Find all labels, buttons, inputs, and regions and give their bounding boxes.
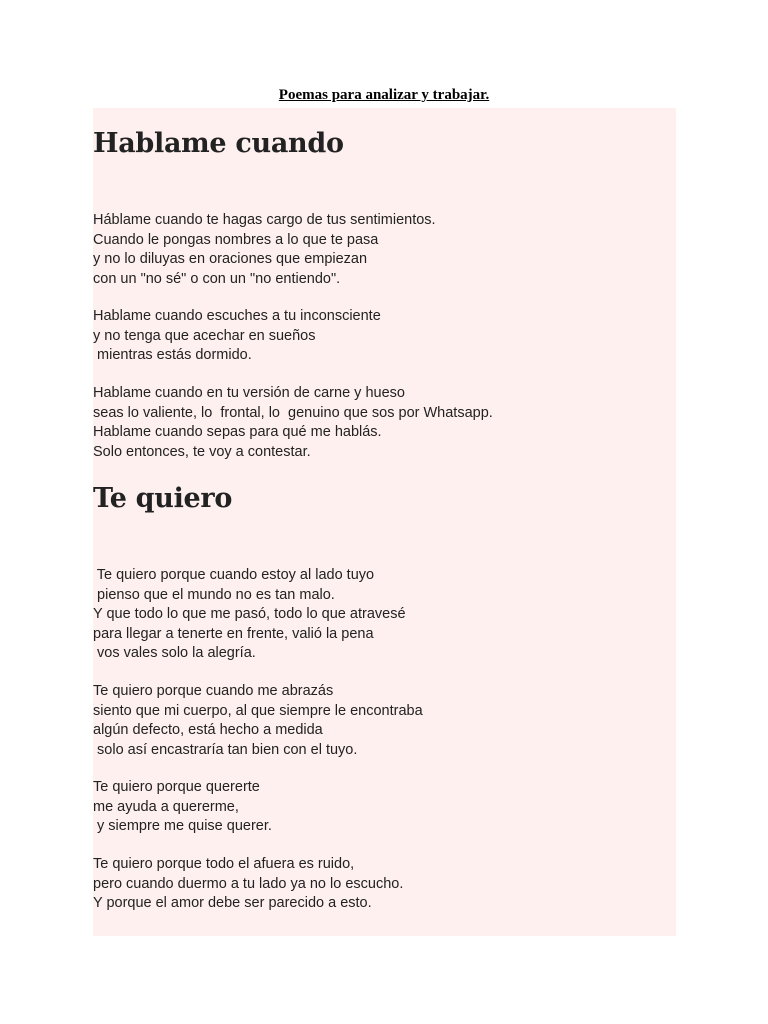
poem-line: mientras estás dormido. [93,347,252,364]
poem-line: vos vales solo la alegría. [93,645,256,662]
poem-line: Te quiero porque quererte [93,779,260,796]
poem-line: para llegar a tenerte en frente, valió la pena [93,625,374,642]
poem-line: Hablame cuando sepas para qué me hablás. [93,424,382,441]
poem-2-stanza-1 [93,547,406,663]
poem-line: Te quiero porque cuando me abrazás [93,683,334,700]
poem-line: me ayuda a quererme, [93,798,239,815]
poem-2-stanza-3 [93,759,272,837]
poem-line: Cuando le pongas nombres a lo que te pasa [93,231,379,248]
poem-1-stanza-2 [93,288,381,366]
poem-line: y no tenga que acechar en sueños [93,327,316,344]
poem-line: Hablame cuando en tu versión de carne y hueso [93,385,405,402]
poem-line: pero cuando duermo a tu lado ya no lo escucho. [93,875,404,892]
poem-line: con un "no sé" o con un "no entiendo". [93,270,341,287]
poem-line: Hablame cuando escuches a tu inconsciente [93,308,381,325]
poem-line: siento que mi cuerpo, al que siempre le encontraba [93,702,423,719]
poem-line: y siempre me quise querer. [93,818,272,835]
poem-line: Y que todo lo que me pasó, todo lo que atravesé [93,606,406,623]
poem-line: seas lo valiente, lo frontal, lo genuino que sos por Whatsapp. [93,404,493,421]
poem-line: solo así encastraría tan bien con el tuyo. [93,741,358,758]
poem-1-stanza-1 [93,192,436,289]
poem-line: algún defecto, está hecho a medida [93,722,323,739]
poem-line: Te quiero porque cuando estoy al lado tuyo [93,567,375,584]
poem-line: Te quiero porque todo el afuera es ruido, [93,856,355,873]
poem-title-te-quiero: Te quiero [93,483,233,514]
poem-line: Háblame cuando te hagas cargo de tus sentimientos. [93,212,436,229]
poem-2-stanza-2 [93,663,423,760]
poem-line: Y porque el amor debe ser parecido a esto. [93,895,372,912]
poem-line: Solo entonces, te voy a contestar. [93,443,311,460]
page-heading: Poemas para analizar y trabajar. [278,87,490,103]
poem-2-stanza-4 [93,836,403,914]
poem-1-stanza-3 [93,365,493,462]
poem-title-hablame-cuando: Hablame cuando [93,128,344,159]
poem-line: pienso que el mundo no es tan malo. [93,586,335,603]
poem-line: y no lo diluyas en oraciones que empiezan [93,251,368,268]
